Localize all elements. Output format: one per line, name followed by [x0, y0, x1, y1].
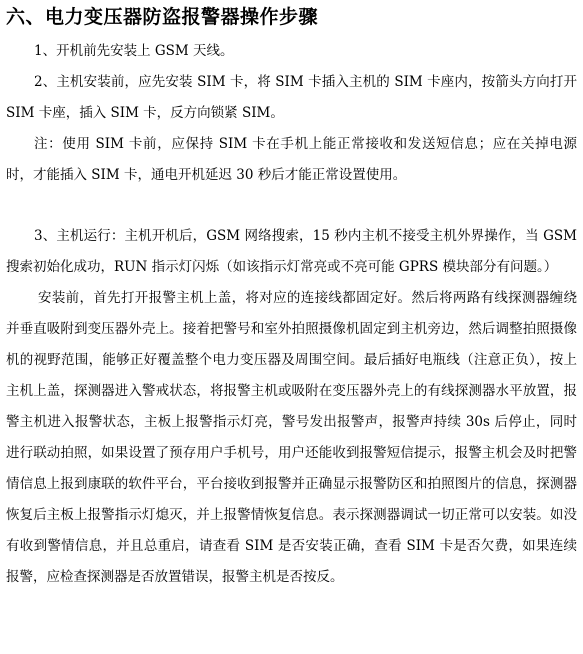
step-3-paragraph: 3、主机运行：主机开机后，GSM 网络搜索，15 秒内主机不接受主机外界操作，当 GSM 搜索初始化成功，RUN 指示灯闪烁（如该指示灯常亮或不亮可能 GPRS 模块部分有问题。） — [6, 228, 577, 275]
note-paragraph: 注：使用 SIM 卡前，应保持 SIM 卡在手机上能正常接收和发送短信息；应在关掉电源时，才能插入 SIM 卡，通电开机延迟 30 秒后才能正常设置使用。 — [6, 136, 577, 183]
step-2-paragraph: 2、主机安装前，应先安装 SIM 卡，将 SIM 卡插入主机的 SIM 卡座内，按箭头方向打开 SIM 卡座，插入 SIM 卡，反方向锁紧 SIM。 — [6, 74, 577, 121]
section-title: 六、电力变压器防盗报警器操作步骤 — [6, 6, 319, 28]
paragraph-gap — [6, 191, 577, 221]
step-1-paragraph: 1、开机前先安装上 GSM 天线。 — [34, 43, 234, 59]
installation-paragraph: 安装前，首先打开报警主机上盖，将对应的连接线都固定好。然后将两路有线探测器缠绕并垂直吸附到变压器外壳上。接着把警号和室外拍照摄像机固定到主机旁边，然后调整拍照摄像机的视野范围，能够正好覆盖整个电力变压器及周围空间。最后插好电瓶线（注意正负），按上主机上盖，探测器进入警戒状态，将报警主机或吸附在变压器外壳上的有线探测器水平放置，报警主机进入报警状态，主板上报警指示灯亮，警号发出报警声，报警声持续 30s 后停止，同时进行联动拍照，如果设置了预存用户手机号，用户还能收到报警短信提示，报警主机会及时把警情信息上报到康联的软件平台，平台接收到报警并正确显示报警防区和拍照图片的信息，探测器恢复后主板上报警指示灯熄灭，并上报警情恢复信息。表示探测器调试一切正常可以安装。如没有收到警情信息，并且总重启，请查看 SIM 是否安装正确，查看 SIM 卡是否欠费，如果连续报警，应检查探测器是否放置错误，报警主机是否按反。 — [6, 290, 577, 585]
